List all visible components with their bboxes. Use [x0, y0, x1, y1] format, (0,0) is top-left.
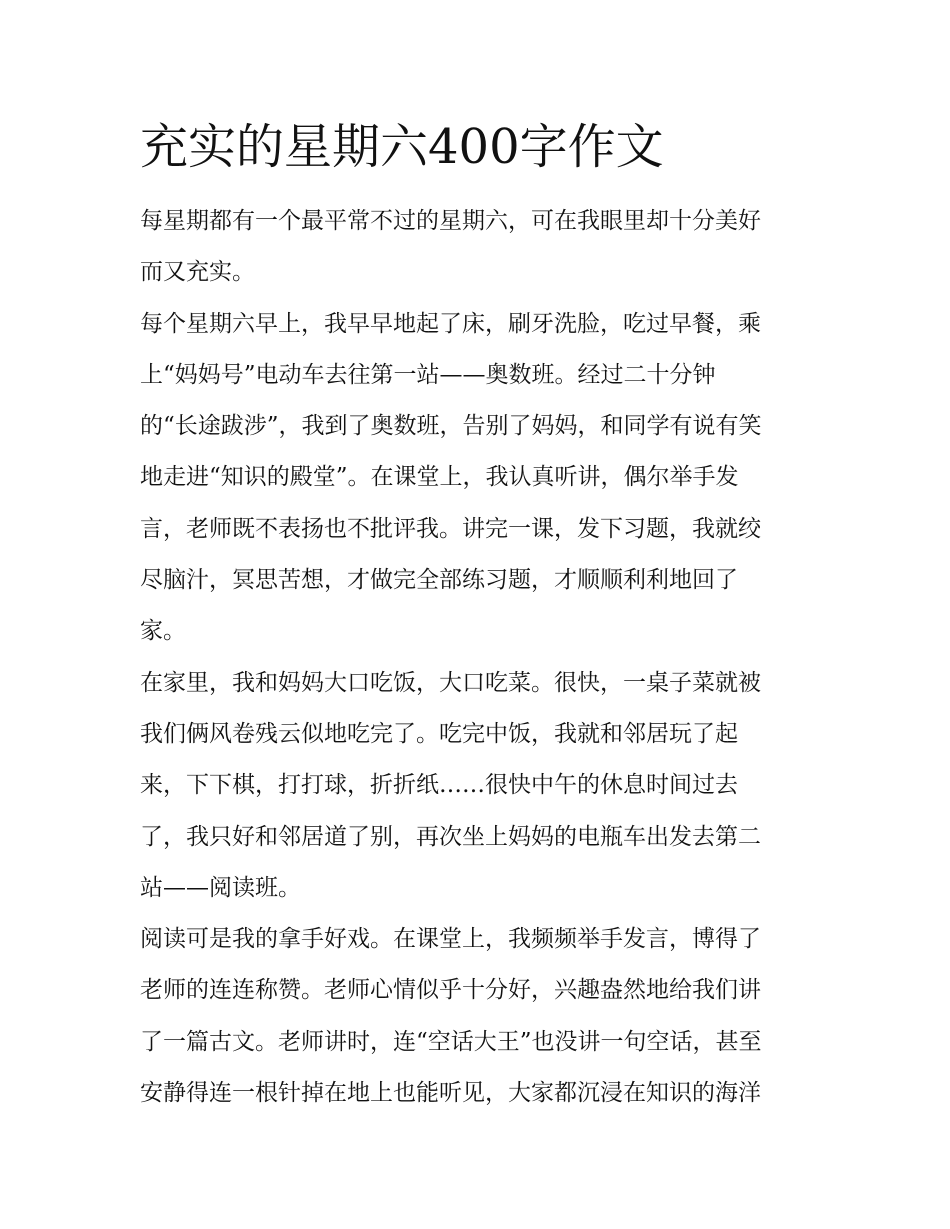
essay-title: 充实的星期六400字作文 [140, 119, 664, 175]
essay-line: 了一篇古文。老师讲时，连“空话大王”也没讲一句空话，甚至 [140, 1028, 762, 1055]
essay-line: 的“长途跋涉”，我到了奥数班，告别了妈妈，和同学有说有笑 [140, 413, 762, 440]
essay-line: 地走进“知识的殿堂”。在课堂上，我认真听讲，偶尔举手发 [140, 464, 739, 491]
essay-line: 而又充实。 [140, 259, 255, 286]
essay-line: 来，下下棋，打打球，折折纸……很快中午的休息时间过去 [140, 772, 738, 799]
essay-line: 在家里，我和妈妈大口吃饭，大口吃菜。很快，一桌子菜就被 [140, 669, 761, 696]
essay-line: 我们俩风卷残云似地吃完了。吃完中饭，我就和邻居玩了起 [140, 720, 738, 747]
essay-line: 上“妈妈号”电动车去往第一站——奥数班。经过二十分钟 [140, 361, 716, 388]
essay-line: 言，老师既不表扬也不批评我。讲完一课，发下习题，我就绞 [140, 515, 761, 542]
essay-line: 阅读可是我的拿手好戏。在课堂上，我频频举手发言，博得了 [140, 926, 761, 953]
essay-line: 每星期都有一个最平常不过的星期六，可在我眼里却十分美好 [140, 208, 761, 234]
essay-line: 尽脑汁，冥思苦想，才做完全部练习题，才顺顺利利地回了 [140, 567, 738, 594]
essay-line: 家。 [140, 618, 186, 645]
essay-line: 每个星期六早上，我早早地起了床，刷牙洗脸，吃过早餐，乘 [140, 310, 761, 337]
essay-line: 了，我只好和邻居道了别，再次坐上妈妈的电瓶车出发去第二 [140, 823, 761, 850]
essay-line: 站——阅读班。 [140, 874, 301, 901]
essay-line: 老师的连连称赞。老师心情似乎十分好，兴趣盎然地给我们讲 [140, 977, 761, 1004]
essay-body [140, 196, 812, 1119]
essay-line: 安静得连一根针掉在地上也能听见，大家都沉浸在知识的海洋 [140, 1080, 761, 1107]
